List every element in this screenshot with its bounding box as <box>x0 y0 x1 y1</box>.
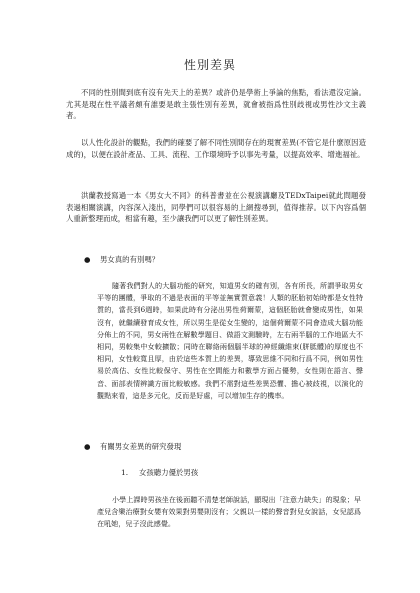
numbered-item-1-heading <box>121 467 198 478</box>
bullet-icon: ● <box>84 255 91 264</box>
section-1-heading <box>84 254 159 265</box>
section-2-heading <box>84 441 181 452</box>
intro-paragraph-2: 以人性化設計的觀點，我們的確要了解不同性別間存在的現實差異(不管它是什麼原因造成的)，以便在設計產品、工具、流程、工作環境時予以事先考量，以提高效率、增進福祉。 <box>66 138 366 159</box>
section-2-heading-text: 有關男女差異的研究發現 <box>100 442 182 451</box>
item-heading-text: 女孩聽力優於男孩 <box>139 468 199 477</box>
section-1-heading-text: 男女真的有別嗎？ <box>100 255 160 264</box>
numbered-item-1-body: 小學上課時男孩坐在後面聽不清楚老師說話，顯現出「注意力缺失」的現象；早產兒含樂治療對女嬰有效果對男嬰則沒有；父親以一樣的聲音對兒女說話，女兒認爲在吼她，兒子沒此感覺。 <box>97 495 361 529</box>
intro-paragraph-1: 不同的性別間到底有沒有先天上的差異？或許仍是學術上爭論的焦點，看法還沒定論。尤其是現在性平議者頗有誰要是敢主張性別有差異，就會被指爲性別歧視或男性沙文主義者。 <box>66 88 366 120</box>
section-1-body: 隨著我們對人的大腦功能的研究，知道男女的確有別，各有所長，所謂爭取男女平等的團體，爭取的不過是表面的平等並無實質意義！人類的胚胎初始時都是女性特質的，當長到6週時，如果此時有分泌出男性荷爾蒙，這個胚胎就會變成男性，如果沒有，就繼續發育成女性，所以男生是從女生變的，這個荷爾蒙不同會造成大腦功能分佈上的不同，男女兩性在解數學題目、做語文測驗時，左右兩半腦的工作地區大不相同，男較集中女較擴散；同時在聯絡兩個腦半球的神經纖維束(胼胝體)的厚度也不相同，女性較寬且厚，由於這些本質上的差異，導致思維不同和行爲不同，例如男性易於高估、女性比較保守、男性在空間能力和數學方面占優勢，女性則在語言、聲音、面部表情辨識方面比較敏感。我們不需對這些差異恐懼、擔心被歧視，以演化的觀點來看，這是多元化，反而是好處，可以增加生存的機率。 <box>97 281 363 400</box>
bullet-icon: ● <box>84 442 91 451</box>
page-title: 性別差異 <box>183 58 236 72</box>
intro-paragraph-3: 洪蘭教授寫過一本《男女大不同》的科普書並在公視演講廳及TEDxTaipei就此問題發表過相關演講，內容深入淺出，同學們可以很容易的上網搜尋到，值得推荐。以下內容爲個人重新整理而成，相當有趣，至少讓我們可以更了解性別差異。 <box>66 191 366 223</box>
item-number: 1. <box>121 468 129 477</box>
